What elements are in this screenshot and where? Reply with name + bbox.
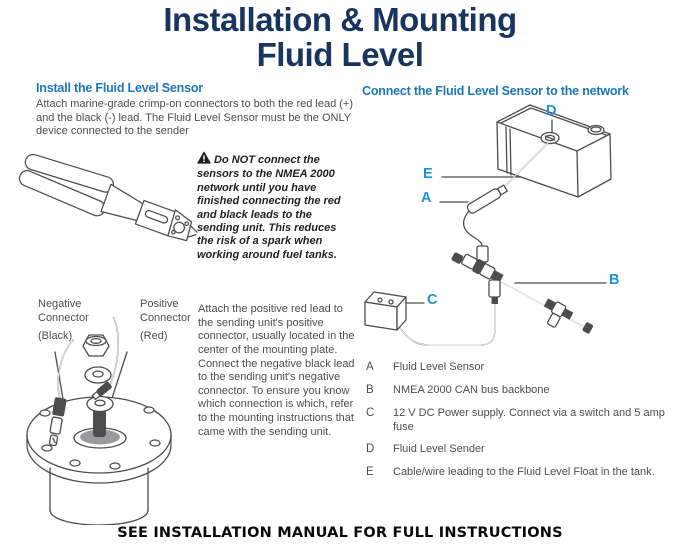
diagram-legend (366, 360, 666, 480)
install-intro-text: Attach marine-grade crimp-on connectors to both the red lead (+) and the black (-) lead. The Fluid Level Sensor must be the ONLY device connected to the sender (36, 98, 354, 138)
warning-triangle-icon (197, 151, 211, 168)
legend-key: D (366, 443, 375, 456)
diagram-label-d: D (546, 103, 557, 119)
page-title (0, 2, 680, 73)
attach-instructions-text: Attach the positive red lead to the sending unit's positive connector, usually located in the center of the mounting plate. Connect the negative black lead to the sending unit's negative connector. To ensure you know which connection is which, refer to the mounting instructions that came with the sending unit. (198, 303, 355, 438)
legend-key: B (366, 383, 374, 396)
footer-note: SEE INSTALLATION MANUAL FOR FULL INSTRUCTIONS (117, 525, 563, 541)
diagram-label-b: B (609, 272, 620, 288)
page-title-line2: Fluid Level (256, 36, 424, 74)
warning-note (197, 151, 352, 262)
diagram-label-e: E (423, 166, 433, 182)
power-supply (365, 292, 406, 330)
tee-connector-2 (537, 297, 574, 332)
network-diagram-illustration (360, 96, 678, 362)
fluid-level-sensor (466, 184, 508, 215)
crimp-tool-illustration (12, 150, 202, 277)
legend-text: Fluid Level Sender (393, 443, 485, 456)
legend-text: NMEA 2000 CAN bus backbone (393, 383, 550, 396)
legend-key: C (366, 406, 375, 419)
negative-connector-label: Negative Connector (Black) (38, 298, 89, 342)
section-heading-connect: Connect the Fluid Level Sensor to the network (362, 84, 629, 98)
network-diagram (360, 96, 678, 362)
section-heading-install: Install the Fluid Level Sensor (36, 81, 203, 95)
nmea2000-backbone (451, 252, 594, 335)
legend-text: 12 V DC Power supply. Connect via a switch and 5 amp fuse (393, 406, 665, 434)
page-title-line1: Installation & Mounting (163, 1, 517, 38)
positive-connector-label: Positive Connector (Red) (140, 298, 191, 342)
legend-text: Cable/wire leading to the Fluid Level Float in the tank. (393, 466, 655, 479)
diagram-label-a: A (421, 190, 432, 206)
diagram-label-c: C (427, 292, 438, 308)
positive-post (93, 408, 106, 437)
warning-text: Do NOT connect the sensors to the NMEA 2000 network until you have finished connecting the red and black leads to the sending unit. This reduces the risk of a spark when working around fuel tanks. (197, 154, 341, 261)
legend-key: E (366, 466, 374, 479)
legend-key: A (366, 361, 374, 373)
legend-text: Fluid Level Sensor (393, 361, 485, 373)
